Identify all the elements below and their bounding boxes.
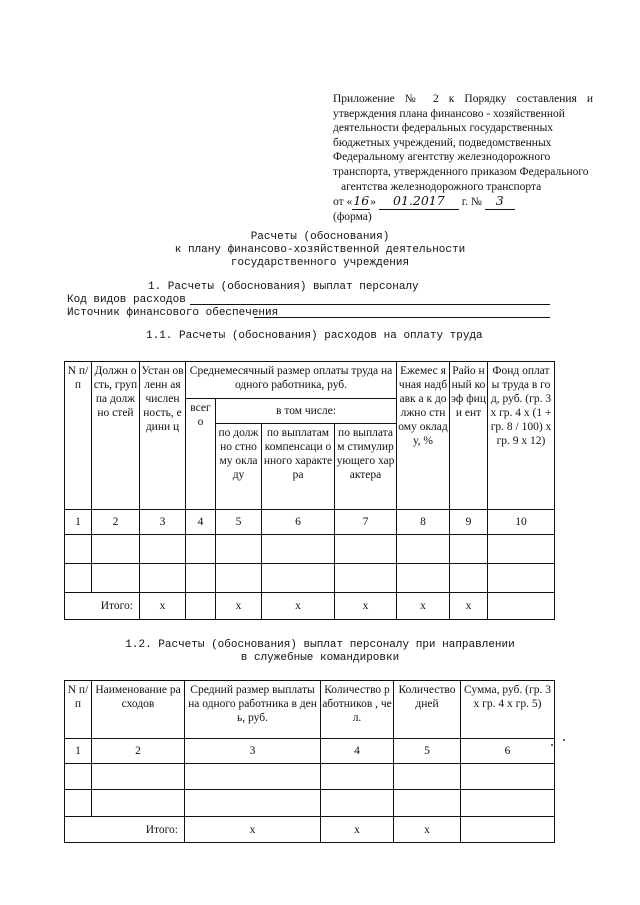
header-avg-payment: Средний размер выплаты на одного работника в день, руб. [185, 681, 321, 739]
total-row [65, 817, 555, 843]
appendix-line: агентства железнодорожного транспорта [341, 180, 542, 193]
column-number: 8 [397, 510, 450, 535]
table-row [65, 535, 555, 564]
table-row [65, 790, 555, 817]
column-number: 1 [65, 510, 92, 535]
doc-title-line2: к плану финансово-хозяйственной деятельности [174, 244, 466, 256]
total-row [65, 593, 555, 620]
header-regional-coef: Райо нный коэф фици ент [450, 362, 488, 510]
scan-speck [551, 744, 553, 746]
header-by-official-salary: по должно стному окладу [216, 424, 262, 510]
section12-heading-line1: 1.2. Расчеты (обоснования) выплат персоналу при направлении [125, 639, 515, 651]
appendix-line: Федеральному агентству железнодорожного [333, 151, 551, 164]
table-row [65, 564, 555, 593]
header-n: N п/п [65, 681, 92, 739]
total-cell [488, 593, 555, 620]
column-number: 9 [450, 510, 488, 535]
column-number: 1 [65, 739, 92, 764]
total-label: Итого: [65, 593, 140, 620]
total-cell: х [397, 593, 450, 620]
column-number: 3 [185, 739, 321, 764]
expense-code-label: Код видов расходов [67, 294, 186, 306]
header-incentive: по выплатам стимулир ующего характера [335, 424, 397, 510]
total-cell: х [335, 593, 397, 620]
total-cell: х [216, 593, 262, 620]
column-numbers-row [65, 739, 555, 764]
header-days: Количество дней [394, 681, 461, 739]
total-cell: х [262, 593, 335, 620]
column-number: 6 [262, 510, 335, 535]
column-number: 10 [488, 510, 555, 535]
header-name: Наименование расходов [92, 681, 185, 739]
header-position: Должн ость, группа должно стей [92, 362, 140, 510]
header-workers: Количество работников , чел. [321, 681, 394, 739]
header-established-staff: Устан овленн ая числен ность, едини ц [140, 362, 186, 510]
total-cell: х [140, 593, 186, 620]
appendix-block [333, 92, 593, 224]
column-number: 4 [321, 739, 394, 764]
header-sum: Сумма, руб. (гр. 3 х гр. 4 х гр. 5) [461, 681, 555, 739]
labor-cost-table [64, 361, 555, 620]
total-cell [186, 593, 216, 620]
total-label: Итого: [65, 817, 185, 843]
expense-code-line [190, 304, 550, 305]
appendix-date-line [333, 194, 593, 210]
column-number: 2 [92, 510, 140, 535]
header-compensation: по выплатам компенсаци онного характера [262, 424, 335, 510]
date-quote: » [370, 196, 376, 209]
section11-heading: 1.1. Расчеты (обоснования) расходов на оплату труда [146, 330, 483, 342]
funding-source-line [254, 317, 550, 318]
column-number: 7 [335, 510, 397, 535]
header-wage-fund: Фонд оплаты труда в год, руб. (гр. 3 х гр. 4 х (1 + гр. 8 / 100) х гр. 9 х 12) [488, 362, 555, 510]
order-number-label: г. № [461, 196, 482, 209]
column-number: 5 [216, 510, 262, 535]
column-number: 5 [394, 739, 461, 764]
header-avg-salary: Среднемесячный размер оплаты труда на одного работника, руб. [186, 362, 397, 399]
header-total: всег о [186, 399, 216, 510]
section12-heading-line2: в служебные командировки [240, 652, 400, 664]
appendix-line: утверждения плана финансово - хозяйственной [333, 107, 565, 120]
column-number: 2 [92, 739, 185, 764]
appendix-line: Приложение № 2 к Порядку составления и [333, 93, 593, 105]
section1-heading: 1. Расчеты (обоснования) выплат персоналу [148, 281, 419, 293]
order-number: 3 [485, 194, 515, 210]
total-cell: х [394, 817, 461, 843]
header-n: N п/п [65, 362, 92, 510]
date-month-year: 01.2017 [379, 194, 459, 210]
header-monthly-bonus: Ежемес ячная надбавк а к должно стному окладу, % [397, 362, 450, 510]
business-trip-table [64, 680, 555, 843]
scan-speck [563, 739, 565, 741]
funding-source-label: Источник финансового обеспечения [67, 307, 279, 319]
doc-title-line3: государственного учреждения [230, 257, 410, 269]
column-numbers-row [65, 510, 555, 535]
column-number: 4 [186, 510, 216, 535]
form-label: (форма) [333, 210, 372, 223]
appendix-line: бюджетных учреждений, подведомственных [333, 136, 552, 149]
total-cell: х [321, 817, 394, 843]
header-including: в том числе: [216, 399, 397, 424]
appendix-line: транспорта, утвержденного приказом Федерального [333, 165, 589, 178]
total-cell [461, 817, 555, 843]
appendix-line: деятельности федеральных государственных [333, 122, 554, 135]
total-cell: х [185, 817, 321, 843]
date-prefix: от « [333, 196, 353, 209]
total-cell: х [450, 593, 488, 620]
table-row [65, 764, 555, 790]
date-day: 16 [353, 193, 370, 209]
column-number: 3 [140, 510, 186, 535]
doc-title-line1: Расчеты (обоснования) [250, 231, 390, 243]
column-number: 6 [461, 739, 555, 764]
